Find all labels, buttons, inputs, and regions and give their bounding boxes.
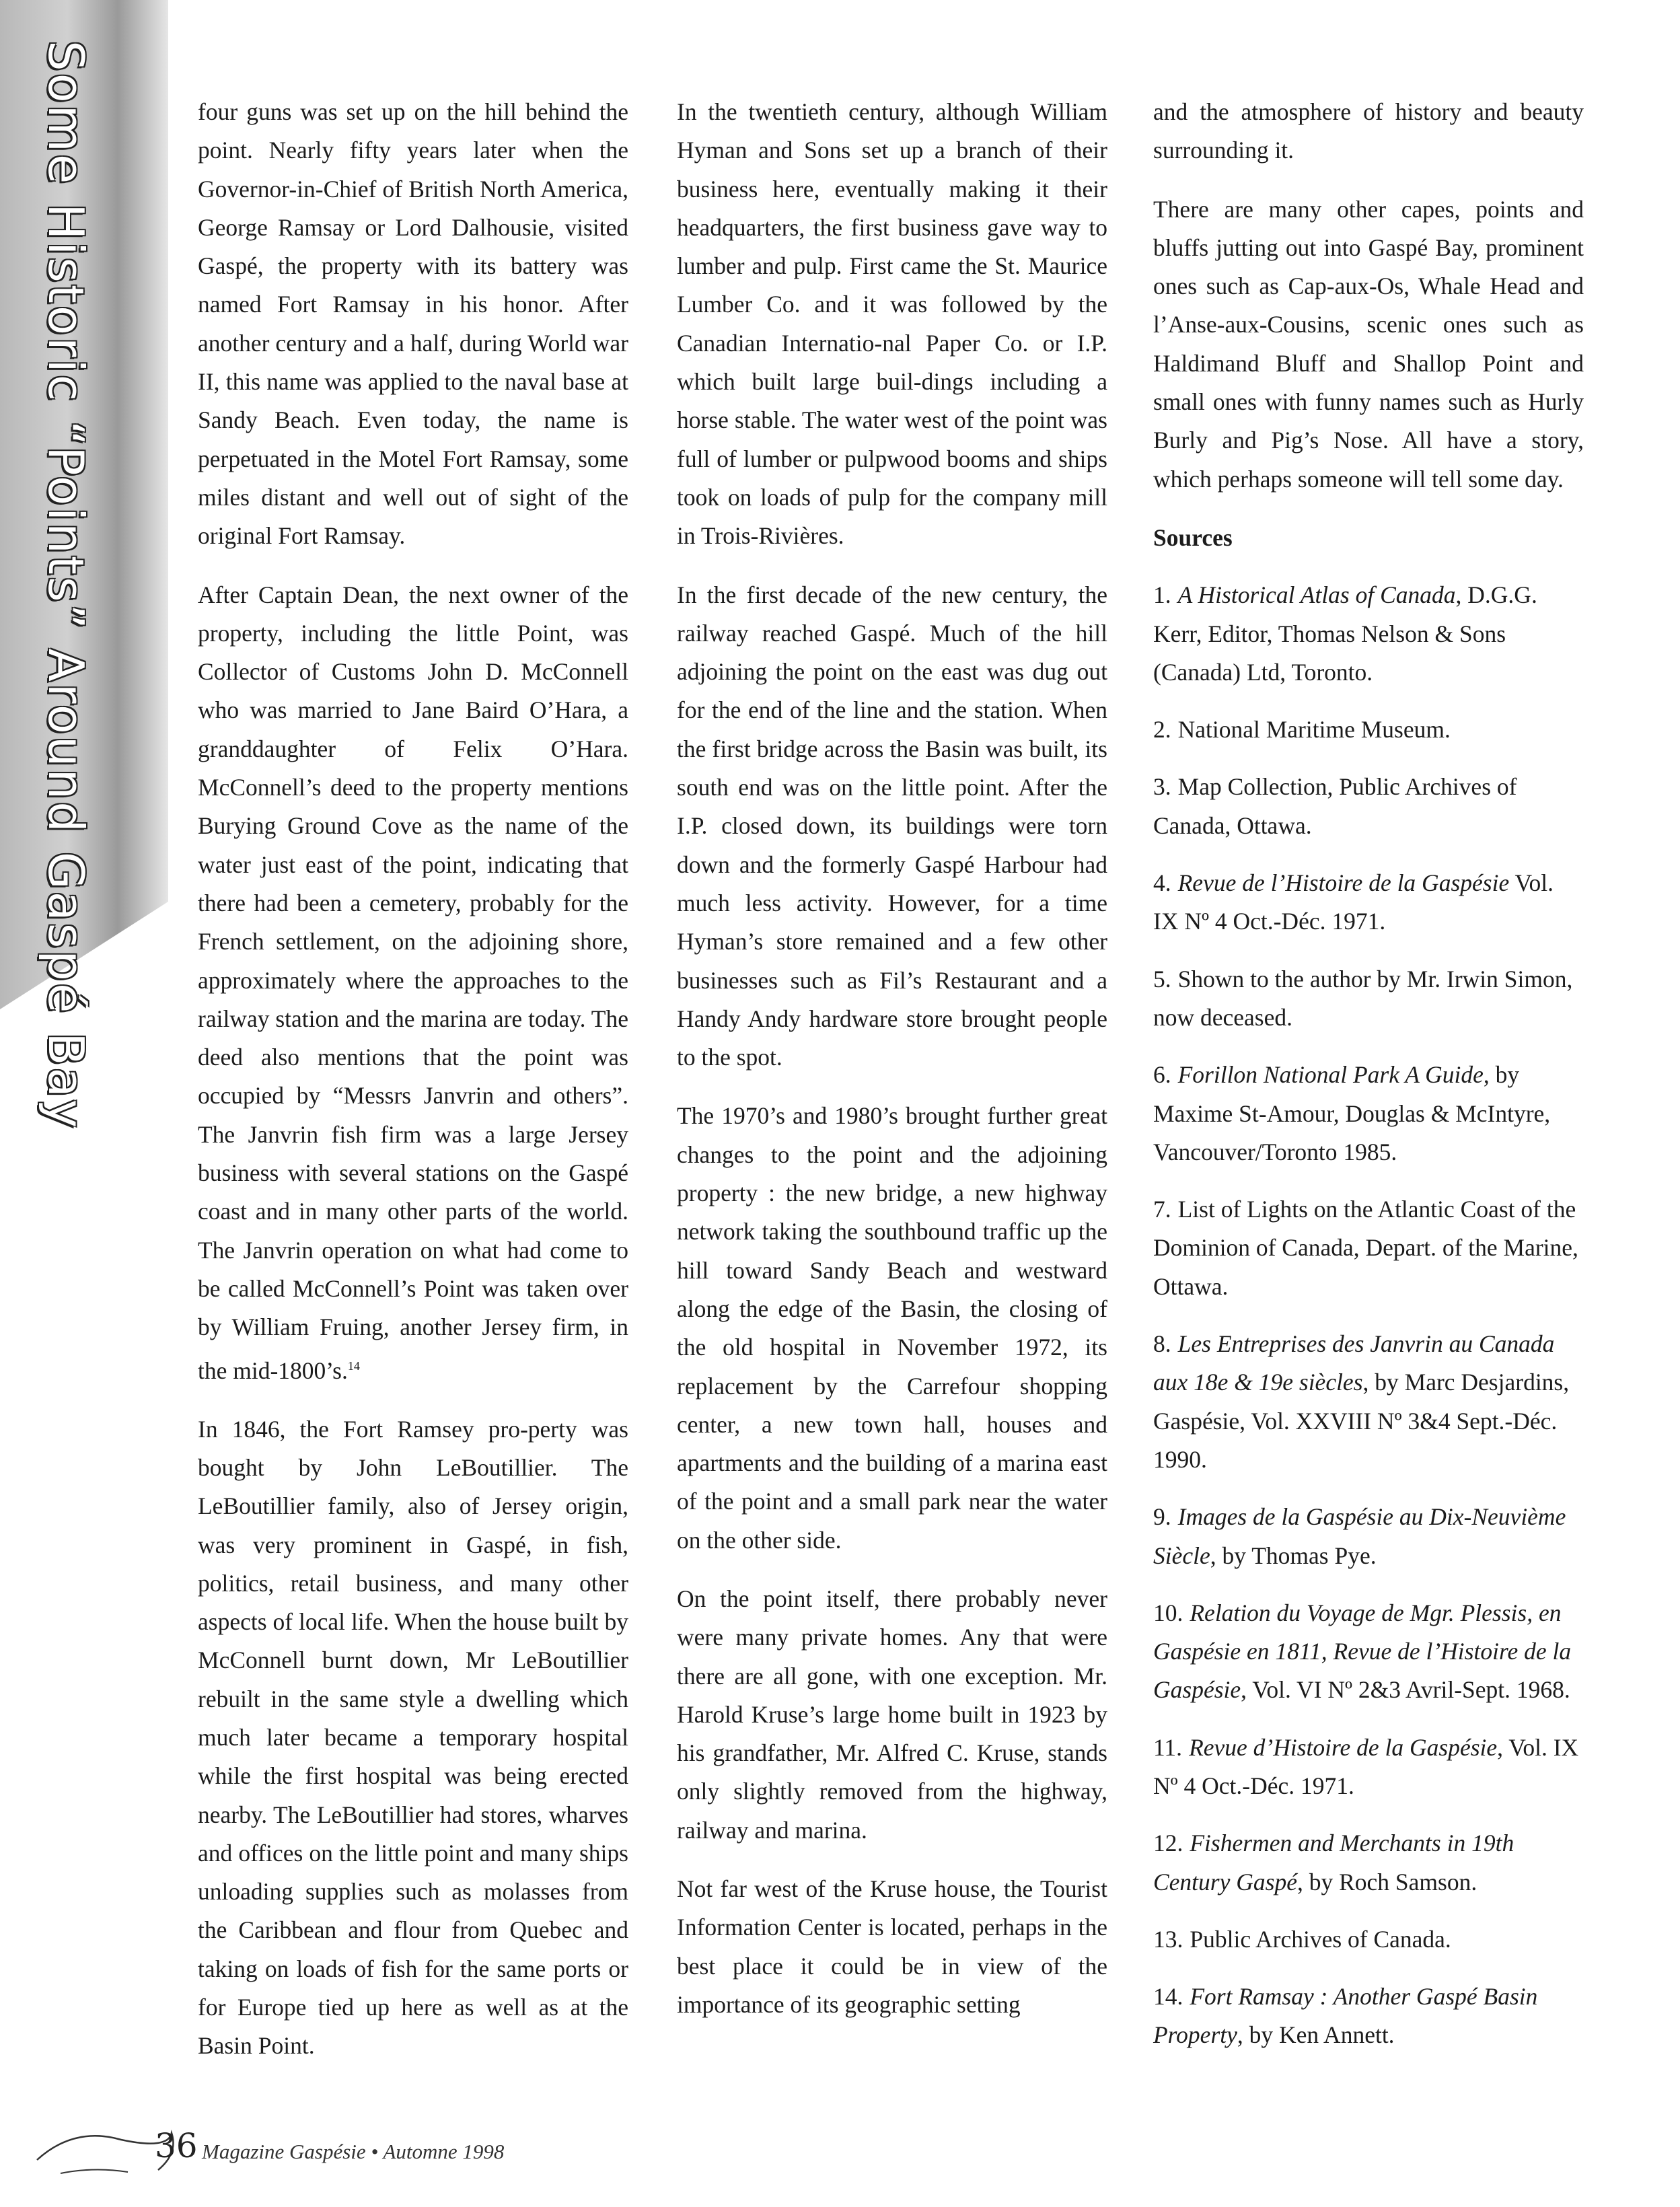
source-title: Revue de l’Histoire de la Gaspésie [1177, 869, 1510, 897]
paragraph: The 1970’s and 1980’s brought further great changes to the point and the adjoining property : the new bridge, a new highway network taking the southbound traffic up the hill toward Sandy Beach and westward along the edge of the Basin, the closing of the old hospital in November 1972, its replacement by the Carrefour shopping center, a new town hall, houses and apartments and the building of a marina east of the point and a small park near the water on the other side. [677, 1102, 1107, 1554]
source-details: , by Ken Annett. [1237, 2021, 1395, 2049]
source-number: 9. [1153, 1503, 1171, 1531]
footnote-marker: 14 [347, 1359, 360, 1373]
source-number: 11. [1153, 1733, 1183, 1761]
source-details: National Maritime Museum. [1177, 716, 1451, 744]
source-title: Relation du Voyage de Mgr. Plessis, en Gaspésie en 1811, Revue de l’Histoire de la Gaspésie [1153, 1599, 1572, 1704]
sources-list [1153, 576, 1584, 2055]
paragraph [198, 576, 628, 1390]
paragraph: Not far west of the Kruse house, the Tourist Information Center is located, perhaps in the best place it could be in view of the importance of its geographic setting [677, 1875, 1107, 2018]
paragraph-text: After Captain Dean, the next owner of the property, including the little Point, was Collector of Customs John D. McConnell who was married to Jane Baird O’Hara, a granddaughter of Felix O’Hara. McConnell’s deed to the property mentions Burying Ground Cove as the name of the water just east of the point, indicating that there had been a cemetery, probably for the French settlement, on the adjoining shore, approximately where the approaches to the railway station and the marina are today. The deed also mentions that the point was occupied by “Messrs Janvrin and others”. The Janvrin fish firm was a large Jersey business with several stations on the Gaspé coast and in many other parts of the world. The Janvrin operation on what had come to be called McConnell’s Point was taken over by William Fruing, another Jersey firm, in the mid-1800’s. [198, 581, 628, 1384]
source-details: , by Thomas Pye. [1210, 1542, 1377, 1569]
source-title: Images de la Gaspésie au Dix-Neuvième Siècle [1153, 1503, 1566, 1569]
page-number: 36 [155, 2126, 198, 2165]
source-item [1153, 1190, 1584, 1306]
source-number: 5. [1153, 965, 1171, 992]
source-number: 13. [1153, 1925, 1183, 1953]
text-column-3 [1153, 93, 1584, 2074]
text-column-1 [198, 93, 628, 2086]
source-number: 14. [1153, 1983, 1183, 2011]
paragraph: There are many other capes, points and bluffs jutting out into Gaspé Bay, prominent ones such as Cap-aux-Os, Whale Head and l’Anse-aux-Cousins, scenic ones such as Haldimand Bluff and Shallop Point and small ones with funny names such as Hurly Burly and Pig’s Nose. All have a story, which perhaps someone will tell some day. [1153, 195, 1584, 493]
source-details: List of Lights on the Atlantic Coast of the Dominion of Canada, Depart. of the Marine, Ottawa. [1153, 1196, 1578, 1300]
source-details: , by Maxime St-Amour, Douglas & McIntyre, Vancouver/Toronto 1985. [1153, 1061, 1551, 1165]
source-title: A Historical Atlas of Canada [1177, 581, 1456, 609]
source-title: Forillon National Park A Guide [1177, 1061, 1484, 1089]
source-item [1153, 1325, 1584, 1479]
source-details: Shown to the author by Mr. Irwin Simon, now deceased. [1153, 965, 1573, 1031]
source-item [1153, 576, 1584, 692]
paragraph: and the atmosphere of history and beauty surrounding it. [1153, 98, 1584, 164]
source-details: Public Archives of Canada. [1190, 1925, 1451, 1953]
paragraph: four guns was set up on the hill behind the point. Nearly fifty years later when the Governor-in-Chief of British North America, George Ramsay or Lord Dalhousie, visited Gaspé, the property with its battery was named Fort Ramsay in his honor. After another century and a half, during World war II, this name was applied to the naval base at Sandy Beach. Even today, the name is perpetuated in the Motel Fort Ramsay, some miles distant and well out of sight of the original Fort Ramsay. [198, 98, 628, 550]
paragraph: In the twentieth century, although William Hyman and Sons set up a branch of their business here, eventually making it their headquarters, the first business gave way to lumber and pulp. First came the St. Maurice Lumber Co. and it was followed by the Canadian Internatio-nal Paper Co. or I.P. which built large buil-dings including a horse stable. The water west of the point was full of lumber or pulpwood booms and ships took on loads of pulp for the company mill in Trois-Rivières. [677, 98, 1107, 550]
magazine-credit: Magazine Gaspésie • Automne 1998 [202, 2140, 505, 2163]
source-item [1153, 711, 1584, 749]
source-number: 4. [1153, 869, 1171, 897]
source-number: 6. [1153, 1061, 1171, 1089]
source-title: Fishermen and Merchants in 19th Century Gaspé [1153, 1830, 1514, 1895]
source-title: Revue d’Histoire de la Gaspésie [1189, 1733, 1498, 1761]
source-details: , D.G.G. Kerr, Editor, Thomas Nelson & Sons (Canada) Ltd, Toronto. [1153, 581, 1537, 686]
source-item [1153, 1594, 1584, 1710]
page-footer [34, 2120, 706, 2187]
source-title: Les Entreprises des Janvrin au Canada aux 18e & 19e siècles [1153, 1330, 1555, 1396]
source-item [1153, 1920, 1584, 1959]
source-details: Vol. IX Nº 4 Oct.-Déc. 1971. [1153, 869, 1554, 935]
source-details: , by Marc Desjardins, Gaspésie, Vol. XXVIII Nº 3&4 Sept.-Déc. 1990. [1153, 1369, 1570, 1473]
paragraph: In the first decade of the new century, the railway reached Gaspé. Much of the hill adjoining the point on the east was dug out for the end of the line and the station. When the first bridge across the Basin was built, its south end was on the little point. After the I.P. closed down, its buildings were torn down and the formerly Gaspé Harbour had much less activity. However, for a time Hyman’s store remained and a few other businesses such as Fil’s Restaurant and a Handy Andy hardware store brought people to the spot. [677, 581, 1107, 1071]
source-number: 7. [1153, 1196, 1171, 1223]
paragraph: In 1846, the Fort Ramsey pro-perty was bought by John LeBoutillier. The LeBoutillier family, also of Jersey origin, was very prominent in Gaspé, in fish, politics, retail business, and many other aspects of local life. When the house built by McConnell burnt down, Mr LeBoutillier rebuilt in the same style a dwelling which much later became a temporary hospital while the first hospital was being erected nearby. The LeBoutillier had stores, wharves and offices on the little point and many ships unloading supplies such as molasses from the Caribbean and flour from Quebec and taking on loads of fish for the same ports or for Europe tied up here as well as at the Basin Point. [198, 1415, 628, 2060]
source-number: 12. [1153, 1830, 1183, 1857]
paragraph: On the point itself, there probably never were many private homes. Any that were there are all gone, with one exception. Mr. Harold Kruse’s large home built in 1923 by his grandfather, Mr. Alfred C. Kruse, stands only slightly removed from the highway, railway and marina. [677, 1585, 1107, 1844]
source-number: 10. [1153, 1599, 1183, 1626]
source-number: 1. [1153, 581, 1171, 609]
source-number: 8. [1153, 1330, 1171, 1358]
source-item [1153, 1978, 1584, 2055]
source-item [1153, 768, 1584, 845]
source-number: 2. [1153, 716, 1171, 744]
source-details: , Vol. IX Nº 4 Oct.-Déc. 1971. [1153, 1733, 1579, 1799]
source-item [1153, 1056, 1584, 1171]
source-title: Fort Ramsay : Another Gaspé Basin Property [1153, 1983, 1538, 2049]
source-item [1153, 864, 1584, 941]
source-item [1153, 1729, 1584, 1806]
source-number: 3. [1153, 773, 1171, 801]
source-item [1153, 1498, 1584, 1575]
source-item [1153, 960, 1584, 1038]
source-details: , Vol. VI Nº 2&3 Avril-Sept. 1968. [1241, 1676, 1570, 1704]
source-details: Map Collection, Public Archives of Canada, Ottawa. [1153, 773, 1517, 839]
source-details: , by Roch Samson. [1296, 1868, 1477, 1895]
sources-heading: Sources [1153, 523, 1233, 551]
source-item [1153, 1824, 1584, 1902]
article-title: Some Historic “Points” Around Gaspé Bay [38, 40, 94, 1130]
text-column-2 [677, 93, 1107, 2044]
